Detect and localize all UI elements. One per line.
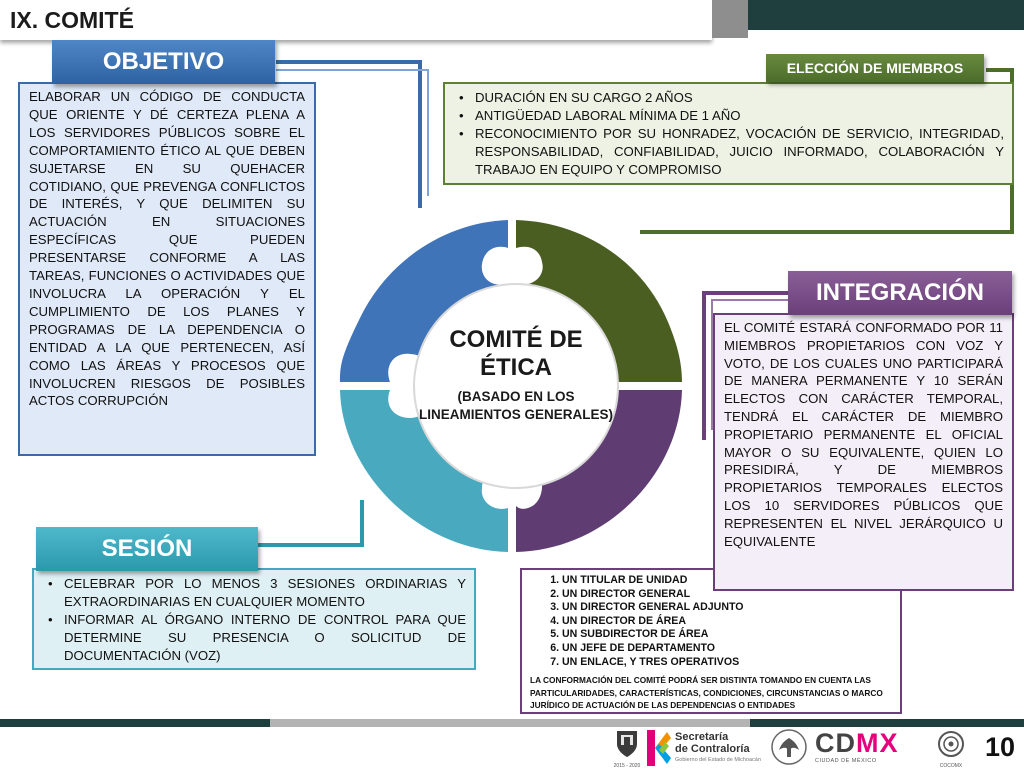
list-item: 3. UN DIRECTOR GENERAL ADJUNTO (562, 601, 892, 615)
integracion-heading: INTEGRACIÓN (788, 271, 1012, 315)
header-accent-gray (712, 0, 748, 38)
secretaria-line2: de Contraloría (675, 743, 750, 755)
list-item: 1. UN TITULAR DE UNIDAD (562, 574, 892, 588)
cdmx-mx: MX (856, 728, 899, 758)
sesion-box (32, 568, 476, 670)
integracion-text: EL COMITÉ ESTARÁ CONFORMADO POR 11 MIEMBROS PROPIETARIOS CON VOZ Y VOTO, DE LOS CUALES UNO PARTICIPARÁ DE MANERA PERMANENTE Y 10 SERÁN ELECTOS CON CARÁCTER TEMPORAL, TENDRÁ EL CARÁCTER DE MIEMBRO PROPIETARIO PERMANENTE EL OFICIAL MAYOR O SU EQUIVALENTE, QUIEN LO PRESIDIRÁ, Y DE MIEMBROS PROPIETARIOS TEMPORALES ELECTOS LOS 10 SERVIDORES PÚBLICOS QUE REPRESENTEN EL NIVEL JERÁRQUICO U EQUIVALENTE (724, 320, 1003, 549)
list-item: 5. UN SUBDIRECTOR DE ÁREA (562, 628, 892, 642)
list-item: 6. UN JEFE DE DEPARTAMENTO (562, 642, 892, 656)
contraloria-logo (645, 728, 760, 768)
cdmx-cd: CD (815, 728, 856, 758)
list-item: • RECONOCIMIENTO POR SU HONRADEZ, VOCACIÓN DE SERVICIO, INTEGRIDAD, RESPONSABILIDAD, CONFIABILIDAD, JUICIO INFORMADO, COLABORACIÓN Y TRABAJO EN EQUIPO Y COMPROMISO (475, 125, 1004, 179)
list-item: • INFORMAR AL ÓRGANO INTERNO DE CONTROL PARA QUE DETERMINE SU PRESENCIA O SOLICITUD DE DOCUMENTACIÓN (VOZ) (64, 611, 466, 665)
cdmx-logo (815, 728, 915, 768)
sesion-heading: SESIÓN (36, 527, 258, 571)
sesion-list (40, 575, 466, 665)
cocomx-logo (934, 730, 968, 768)
members-note: LA CONFORMACIÓN DEL COMITÉ PODRÁ SER DISTINTA TOMANDO EN CUENTA LAS PARTICULARIDADES, CARACTERÍSTICAS, CONDICIONES, CIRCUNSTANCIAS O MARCO JURÍDICO DE ACTUACIÓN DE LAS DEPENDENCIAS O ENTIDADES (530, 675, 883, 711)
list-item: 2. UN DIRECTOR GENERAL (562, 588, 892, 602)
cdmx-wordmark (815, 728, 915, 758)
list-item: 4. UN DIRECTOR DE ÁREA (562, 615, 892, 629)
eleccion-heading: ELECCIÓN DE MIEMBROS (766, 54, 984, 82)
objetivo-heading: OBJETIVO (52, 40, 275, 84)
secretaria-line1: Secretaría (675, 731, 729, 743)
center-title: COMITÉ DE ÉTICA (449, 326, 583, 381)
secretaria-line3: Gobierno del Estado de Michoacán (675, 757, 761, 763)
eleccion-list (451, 89, 1004, 179)
list-item: • ANTIGÜEDAD LABORAL MÍNIMA DE 1 AÑO (475, 107, 1004, 125)
list-item: • CELEBRAR POR LO MENOS 3 SESIONES ORDINARIAS Y EXTRAORDINARIAS EN CUALQUIER MOMENTO (64, 575, 466, 611)
cdmx-caption: CIUDAD DE MÉXICO (815, 758, 877, 764)
integracion-box (713, 313, 1014, 591)
center-subtitle: (BASADO EN LOS LINEAMIENTOS GENERALES) (418, 389, 614, 422)
cocomx-icon (934, 730, 968, 758)
objetivo-box (18, 82, 316, 456)
k-mark-icon (645, 728, 671, 768)
eagle-logo (770, 728, 808, 766)
list-item: 7. UN ENLACE, Y TRES OPERATIVOS (562, 656, 892, 670)
list-item: • DURACIÓN EN SU CARGO 2 AÑOS (475, 89, 1004, 107)
eleccion-box (443, 82, 1014, 185)
eagle-icon (770, 728, 808, 766)
logo-caption: 2015 - 2020 (613, 763, 641, 769)
coat-of-arms-icon (612, 728, 642, 758)
objetivo-text: ELABORAR UN CÓDIGO DE CONDUCTA QUE ORIENTE Y DÉ CERTEZA PLENA A LOS SERVIDORES PÚBLICOS SOBRE EL COMPORTAMIENTO ÉTICO AL QUE DEBEN SUJETARSE EN SU QUEHACER COTIDIANO, QUE PREVENGA CONFLICTOS DE INTERÉS, Y QUE DELIMITEN SU ACTUACIÓN EN SITUACIONES ESPECÍFICAS QUE PUEDEN PRESENTARSE CONFORME A LAS TAREAS, FUNCIONES O ACTIVIDADES QUE INVOLUCRA LA OPERACIÓN Y EL CUMPLIMIENTO DE LOS PLANES Y PROGRAMAS DE LA DEPENDENCIA O ENTIDAD A LA QUE PERTENECEN, ASÍ COMO LAS ÁREAS Y PROCESOS QUE INVOLUCREN RIESGOS DE POSIBLES ACTOS CORRUPCIÓN (29, 89, 305, 409)
page-number: 10 (984, 732, 1016, 762)
footer-bar-accent (270, 719, 750, 727)
cocomx-caption: COCOMX (939, 763, 963, 769)
michoacan-logo (612, 728, 642, 768)
header-accent-teal (748, 0, 1024, 30)
title-bar (0, 0, 712, 40)
puzzle-center-disc (414, 284, 618, 488)
page-title: IX. COMITÉ (10, 7, 134, 33)
puzzle-ring (320, 204, 712, 568)
